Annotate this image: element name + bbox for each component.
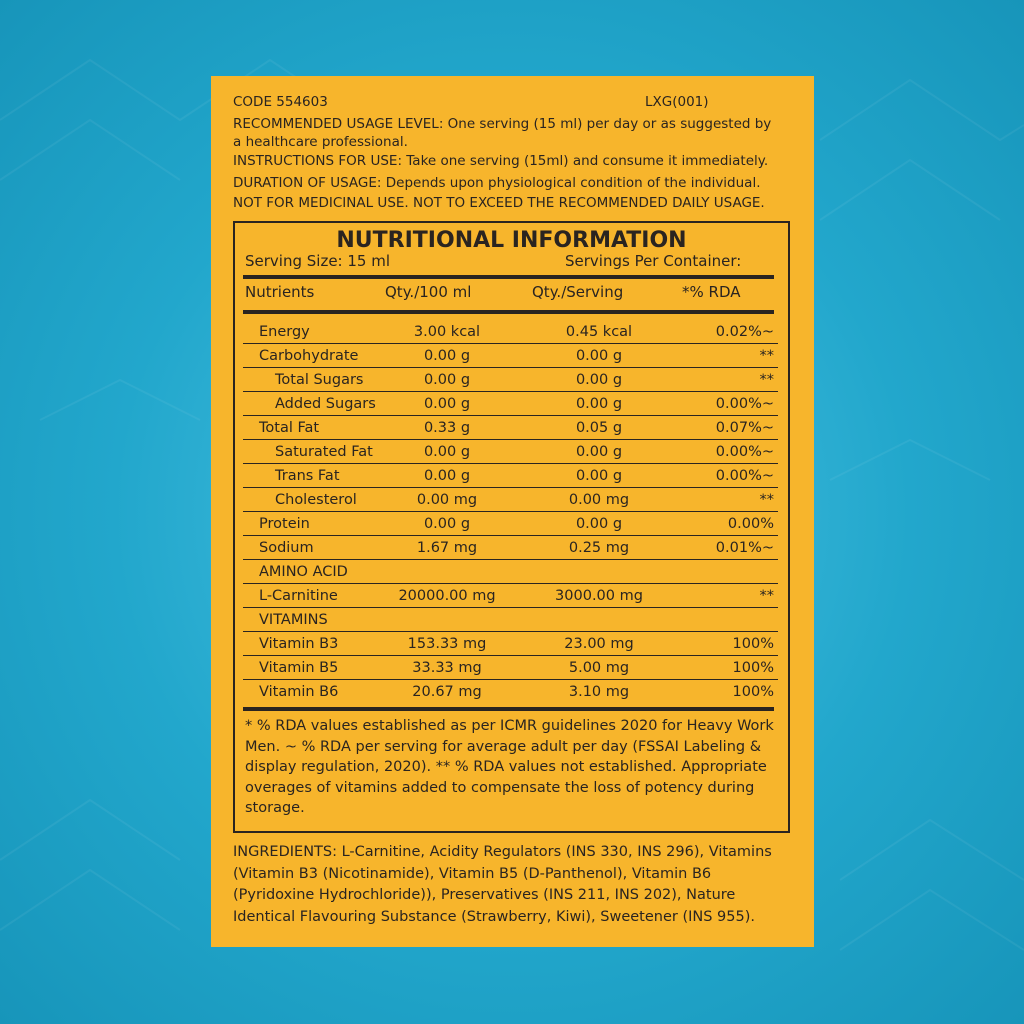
qty-per-100ml: 0.00 g	[423, 348, 471, 364]
nutrient-row	[243, 512, 778, 536]
duration-text: DURATION OF USAGE: Depends upon physiological condition of the individual.	[233, 175, 761, 191]
recommended-usage-text-cont: a healthcare professional.	[233, 134, 408, 150]
thick-rule-header	[243, 310, 774, 314]
nutrient-row	[243, 632, 778, 656]
qty-per-100ml: 0.00 mg	[416, 492, 478, 508]
qty-per-serving: 0.45 kcal	[565, 324, 633, 340]
nutrient-row	[243, 608, 778, 632]
serving-size: Serving Size: 15 ml	[245, 252, 391, 270]
qty-per-100ml: 0.00 g	[423, 468, 471, 484]
nutrition-facts-box	[233, 221, 790, 833]
qty-per-100ml: 0.00 g	[423, 396, 471, 412]
nutrient-name: Protein	[259, 516, 310, 532]
qty-per-serving: 0.00 g	[575, 396, 623, 412]
qty-per-100ml: 0.33 g	[423, 420, 471, 436]
nutrient-name: Vitamin B3	[259, 636, 339, 652]
nutrient-row	[243, 488, 778, 512]
nutrient-name: Sodium	[259, 540, 314, 556]
rda-percent: 0.07%~	[715, 420, 774, 436]
nutrient-name: VITAMINS	[259, 612, 328, 628]
rda-percent: 100%	[732, 636, 774, 652]
nutrient-row	[243, 344, 778, 368]
nutrient-row	[243, 560, 778, 584]
qty-per-serving: 0.00 g	[575, 516, 623, 532]
qty-per-serving: 0.00 mg	[568, 492, 630, 508]
warning-text: NOT FOR MEDICINAL USE. NOT TO EXCEED THE RECOMMENDED DAILY USAGE.	[233, 195, 765, 211]
qty-per-100ml: 0.00 g	[423, 516, 471, 532]
ingredients-text: INGREDIENTS: L-Carnitine, Acidity Regulators (INS 330, INS 296), Vitamins (Vitamin B3 (Nicotinamide), Vitamin B5 (D-Panthenol), Vitamin B6 (Pyridoxine Hydrochloride)), Preservatives (INS 211, INS 202), Nature Identical Flavouring Substance (Strawberry, Kiwi), Sweetener (INS 955).	[233, 844, 772, 925]
rda-percent: 100%	[732, 684, 774, 700]
qty-per-serving: 0.00 g	[575, 372, 623, 388]
qty-per-100ml: 20.67 mg	[412, 684, 482, 700]
qty-per-100ml: 0.00 g	[423, 372, 471, 388]
instructions-text: INSTRUCTIONS FOR USE: Take one serving (15ml) and consume it immediately.	[233, 153, 769, 169]
rda-percent: **	[759, 372, 774, 388]
rda-percent: **	[759, 348, 774, 364]
product-code: CODE 554603	[233, 94, 328, 110]
rda-percent: 0.00%~	[715, 468, 774, 484]
nutrient-name: Total Sugars	[275, 372, 364, 388]
qty-per-serving: 23.00 mg	[564, 636, 634, 652]
qty-per-100ml: 33.33 mg	[412, 660, 482, 676]
nutrient-row	[243, 536, 778, 560]
nutrient-row	[243, 416, 778, 440]
nutrient-name: L-Carnitine	[259, 588, 338, 604]
qty-per-serving: 3000.00 mg	[555, 588, 643, 604]
nutrient-name: Saturated Fat	[275, 444, 373, 460]
rda-percent: 0.02%~	[715, 324, 774, 340]
nutrient-row	[243, 320, 778, 344]
recommended-usage-text: RECOMMENDED USAGE LEVEL: One serving (15 ml) per day or as suggested by	[233, 116, 772, 132]
servings-per-container: Servings Per Container:	[565, 252, 742, 270]
qty-per-serving: 0.00 g	[575, 468, 623, 484]
product-label	[211, 76, 814, 947]
qty-per-100ml: 1.67 mg	[416, 540, 478, 556]
nutrient-name: Vitamin B6	[259, 684, 339, 700]
qty-per-100ml: 20000.00 mg	[398, 588, 496, 604]
qty-per-serving: 5.00 mg	[568, 660, 630, 676]
nutrient-name: Total Fat	[259, 420, 320, 436]
thick-rule-top	[243, 275, 774, 279]
thick-rule-bottom	[243, 707, 774, 711]
rda-footnote: * % RDA values established as per ICMR guidelines 2020 for Heavy Work Men. ~ % RDA per serving for average adult per day (FSSAI Labeling & display regulation, 2020). ** % RDA values not established. Appropriate overages of vitamins added to compensate the loss of potency during storage.	[245, 718, 774, 816]
qty-per-serving: 0.05 g	[575, 420, 623, 436]
batch-code: LXG(001)	[645, 94, 709, 110]
nutrient-row	[243, 368, 778, 392]
nutrient-row	[243, 440, 778, 464]
qty-per-serving: 0.00 g	[575, 348, 623, 364]
qty-per-serving: 0.00 g	[575, 444, 623, 460]
nutrient-name: Vitamin B5	[259, 660, 339, 676]
column-header-rda: *% RDA	[682, 283, 741, 301]
qty-per-100ml: 3.00 kcal	[413, 324, 481, 340]
rda-percent: 0.00%~	[715, 396, 774, 412]
rda-percent: 0.01%~	[715, 540, 774, 556]
qty-per-100ml: 0.00 g	[423, 444, 471, 460]
nutrition-title: NUTRITIONAL INFORMATION	[336, 228, 687, 253]
rda-percent: **	[759, 588, 774, 604]
nutrient-name: Carbohydrate	[259, 348, 359, 364]
nutrient-row	[243, 656, 778, 680]
rda-percent: **	[759, 492, 774, 508]
nutrient-name: Trans Fat	[275, 468, 340, 484]
nutrient-name: Added Sugars	[275, 396, 376, 412]
qty-per-serving: 3.10 mg	[568, 684, 630, 700]
nutrient-row	[243, 680, 778, 704]
column-header-qty-100ml: Qty./100 ml	[385, 283, 472, 301]
rda-percent: 0.00%	[727, 516, 774, 532]
qty-per-serving: 0.25 mg	[568, 540, 630, 556]
rda-percent: 0.00%~	[715, 444, 774, 460]
nutrient-row	[243, 584, 778, 608]
nutrient-name: Energy	[259, 324, 310, 340]
column-header-nutrients: Nutrients	[245, 283, 315, 301]
nutrient-name: Cholesterol	[275, 492, 357, 508]
column-header-qty-serving: Qty./Serving	[532, 283, 624, 301]
nutrient-row	[243, 464, 778, 488]
rda-percent: 100%	[732, 660, 774, 676]
nutrient-name: AMINO ACID	[259, 564, 348, 580]
nutrient-row	[243, 392, 778, 416]
qty-per-100ml: 153.33 mg	[407, 636, 487, 652]
